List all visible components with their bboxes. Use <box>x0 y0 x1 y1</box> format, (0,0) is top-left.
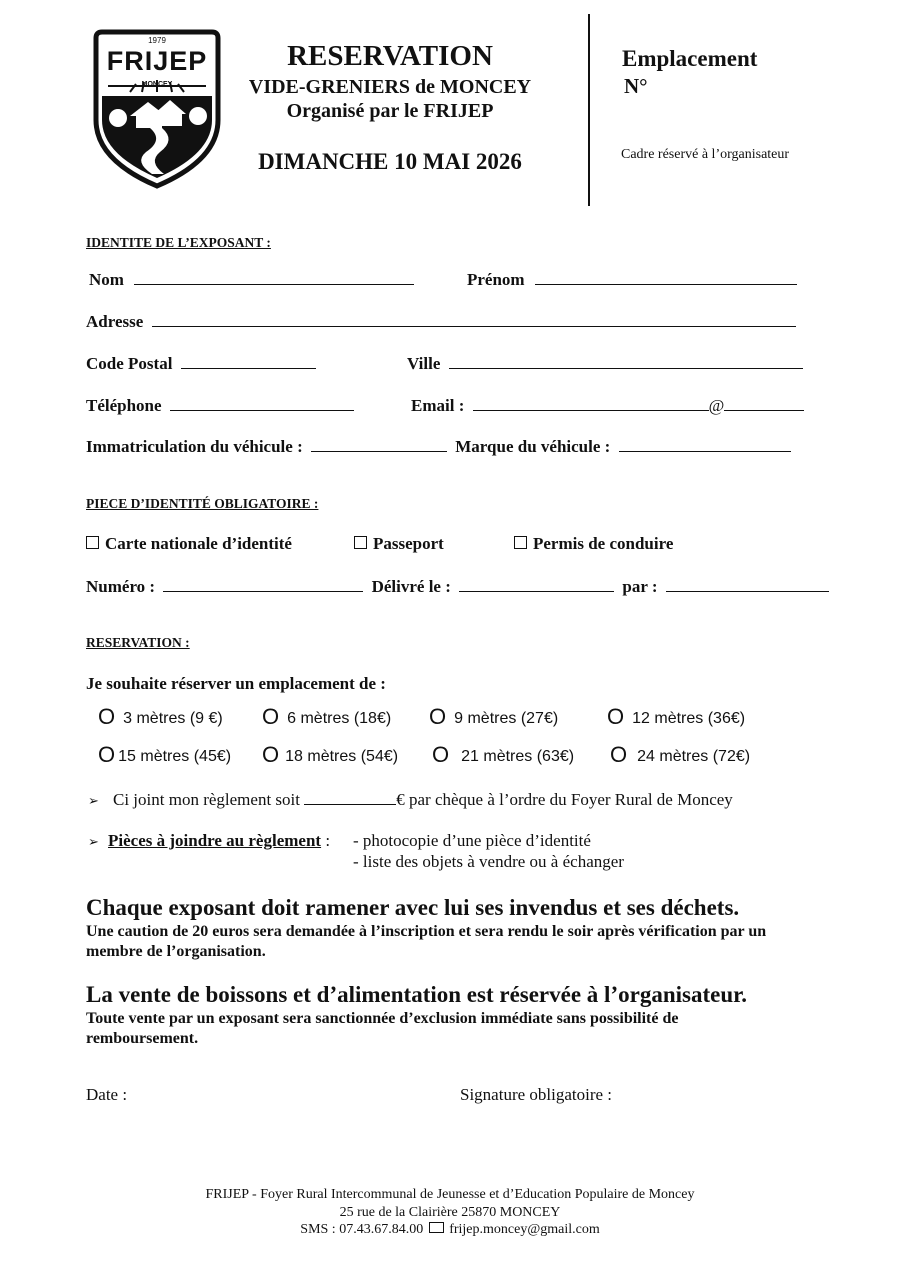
piece-option-passeport[interactable] <box>354 534 444 554</box>
size-label: 24 mètres (72€) <box>637 748 751 765</box>
footer-contact <box>0 1222 900 1238</box>
logo-year: 1979 <box>148 36 166 45</box>
numero-field[interactable] <box>163 576 363 592</box>
telephone-label: Téléphone <box>86 396 162 415</box>
emplacement-label: Emplacement <box>622 46 758 71</box>
prenom-row <box>467 269 797 290</box>
nom-field[interactable] <box>134 269 414 285</box>
footer-email: frijep.moncey@gmail.com <box>449 1222 600 1237</box>
reglement-prefix: Ci joint mon règlement soit <box>113 790 300 809</box>
code-postal-field[interactable] <box>181 353 316 369</box>
date-label: Date : <box>86 1085 128 1104</box>
cni-checkbox[interactable] <box>86 536 99 549</box>
marque-field[interactable] <box>619 436 791 452</box>
size-option-24m[interactable] <box>610 742 750 768</box>
numero-label: Numéro : <box>86 577 156 596</box>
size-label: 9 mètres (27€) <box>454 710 559 727</box>
size-radio[interactable]: O <box>98 742 116 767</box>
size-radio[interactable]: O <box>432 742 450 767</box>
delivre-field[interactable] <box>459 576 614 592</box>
rule-1-title: Chaque exposant doit ramener avec lui ses invendus et ses déchets. <box>86 895 740 920</box>
size-option-12m[interactable] <box>607 704 745 730</box>
size-label: 3 mètres (9 €) <box>123 710 223 727</box>
pieces-separator: : <box>321 831 331 850</box>
pieces-label: Pièces à joindre au règlement <box>108 831 322 850</box>
nom-label: Nom <box>89 270 124 289</box>
passeport-label: Passeport <box>373 534 444 553</box>
prenom-field[interactable] <box>535 269 797 285</box>
page-title: RESERVATION <box>287 40 493 72</box>
size-option-18m[interactable] <box>262 742 398 768</box>
prenom-label: Prénom <box>467 270 525 289</box>
emplacement-number-label: N° <box>624 74 648 98</box>
piece-option-cni[interactable] <box>86 534 292 554</box>
size-radio[interactable]: O <box>262 704 280 729</box>
mail-icon <box>429 1222 444 1233</box>
vehicule-row <box>86 436 791 457</box>
size-option-15m[interactable] <box>98 742 231 768</box>
email-row <box>411 395 804 416</box>
reservation-intro: Je souhaite réserver un emplacement de : <box>86 674 386 693</box>
telephone-field[interactable] <box>170 395 354 411</box>
size-option-6m[interactable] <box>262 704 391 730</box>
size-label: 18 mètres (54€) <box>285 748 399 765</box>
reglement-amount-field[interactable] <box>304 789 396 805</box>
size-radio[interactable]: O <box>98 704 116 729</box>
frijep-logo <box>90 28 224 190</box>
event-date: DIMANCHE 10 MAI 2026 <box>258 149 522 174</box>
size-label: 6 mètres (18€) <box>287 710 392 727</box>
footer-sms: SMS : 07.43.67.84.00 <box>300 1222 424 1237</box>
permis-checkbox[interactable] <box>514 536 527 549</box>
pieces-item-1: - photocopie d’une pièce d’identité <box>353 831 591 850</box>
organizer-line: Organisé par le FRIJEP <box>286 100 494 122</box>
rule-2-title: La vente de boissons et d’alimentation est réservée à l’organisateur. <box>86 982 747 1007</box>
size-label: 12 mètres (36€) <box>632 710 746 727</box>
arrow-icon: ➢ <box>88 794 99 809</box>
ville-row <box>407 353 803 374</box>
rule-2-text: Toute vente par un exposant sera sanctionnée d’exclusion immédiate sans possibilité de remboursement. <box>86 1010 679 1047</box>
adresse-label: Adresse <box>86 312 144 331</box>
organizer-note: Cadre réservé à l’organisateur <box>621 147 790 162</box>
footer-association: FRIJEP - Foyer Rural Intercommunal de Jeunesse et d’Education Populaire de Moncey <box>205 1187 695 1202</box>
size-radio[interactable]: O <box>262 742 280 767</box>
marque-label: Marque du véhicule : <box>455 437 611 456</box>
email-user-field[interactable] <box>473 395 709 411</box>
pieces-block <box>88 831 330 851</box>
piece-details-row <box>86 576 829 597</box>
arrow-icon: ➢ <box>88 835 99 850</box>
permis-label: Permis de conduire <box>533 534 674 553</box>
event-name: VIDE-GRENIERS de MONCEY <box>248 76 532 98</box>
size-option-9m[interactable] <box>429 704 558 730</box>
nom-row <box>89 269 414 290</box>
immat-label: Immatriculation du véhicule : <box>86 437 303 456</box>
rule-1-text: Une caution de 20 euros sera demandée à l’inscription et sera rendu le soir après vérification par un membre de l’organisation. <box>86 923 767 960</box>
footer-address: 25 rue de la Clairière 25870 MONCEY <box>339 1205 561 1220</box>
logo-place: MONCEY <box>141 81 173 88</box>
logo-name: FRIJEP <box>106 46 208 76</box>
par-field[interactable] <box>666 576 829 592</box>
reglement-line <box>88 789 733 810</box>
email-domain-field[interactable] <box>724 395 804 411</box>
size-radio[interactable]: O <box>607 704 625 729</box>
telephone-row <box>86 395 354 416</box>
piece-heading: PIECE D’IDENTITÉ OBLIGATOIRE : <box>86 496 319 511</box>
code-postal-label: Code Postal <box>86 354 173 373</box>
size-radio[interactable]: O <box>610 742 628 767</box>
ville-label: Ville <box>407 354 441 373</box>
cni-label: Carte nationale d’identité <box>105 534 292 553</box>
signature-label: Signature obligatoire : <box>460 1085 613 1104</box>
size-label: 15 mètres (45€) <box>118 748 232 765</box>
passeport-checkbox[interactable] <box>354 536 367 549</box>
size-option-3m[interactable] <box>98 704 223 730</box>
reglement-suffix: € par chèque à l’ordre du Foyer Rural de Moncey <box>396 790 733 809</box>
size-radio[interactable]: O <box>429 704 447 729</box>
code-postal-row <box>86 353 316 374</box>
pieces-item-2: - liste des objets à vendre ou à échanger <box>353 852 624 871</box>
identite-heading: IDENTITE DE L’EXPOSANT : <box>86 235 271 250</box>
size-label: 21 mètres (63€) <box>461 748 575 765</box>
ville-field[interactable] <box>449 353 803 369</box>
delivre-label: Délivré le : <box>371 577 451 596</box>
size-option-21m[interactable] <box>432 742 574 768</box>
adresse-row <box>86 311 796 332</box>
adresse-field[interactable] <box>152 311 796 327</box>
reservation-heading: RESERVATION : <box>86 635 190 650</box>
immat-field[interactable] <box>311 436 447 452</box>
piece-option-permis[interactable] <box>514 534 673 554</box>
email-label: Email : <box>411 396 465 415</box>
header-divider <box>588 14 590 206</box>
email-at: @ <box>708 396 725 415</box>
par-label: par : <box>622 577 658 596</box>
